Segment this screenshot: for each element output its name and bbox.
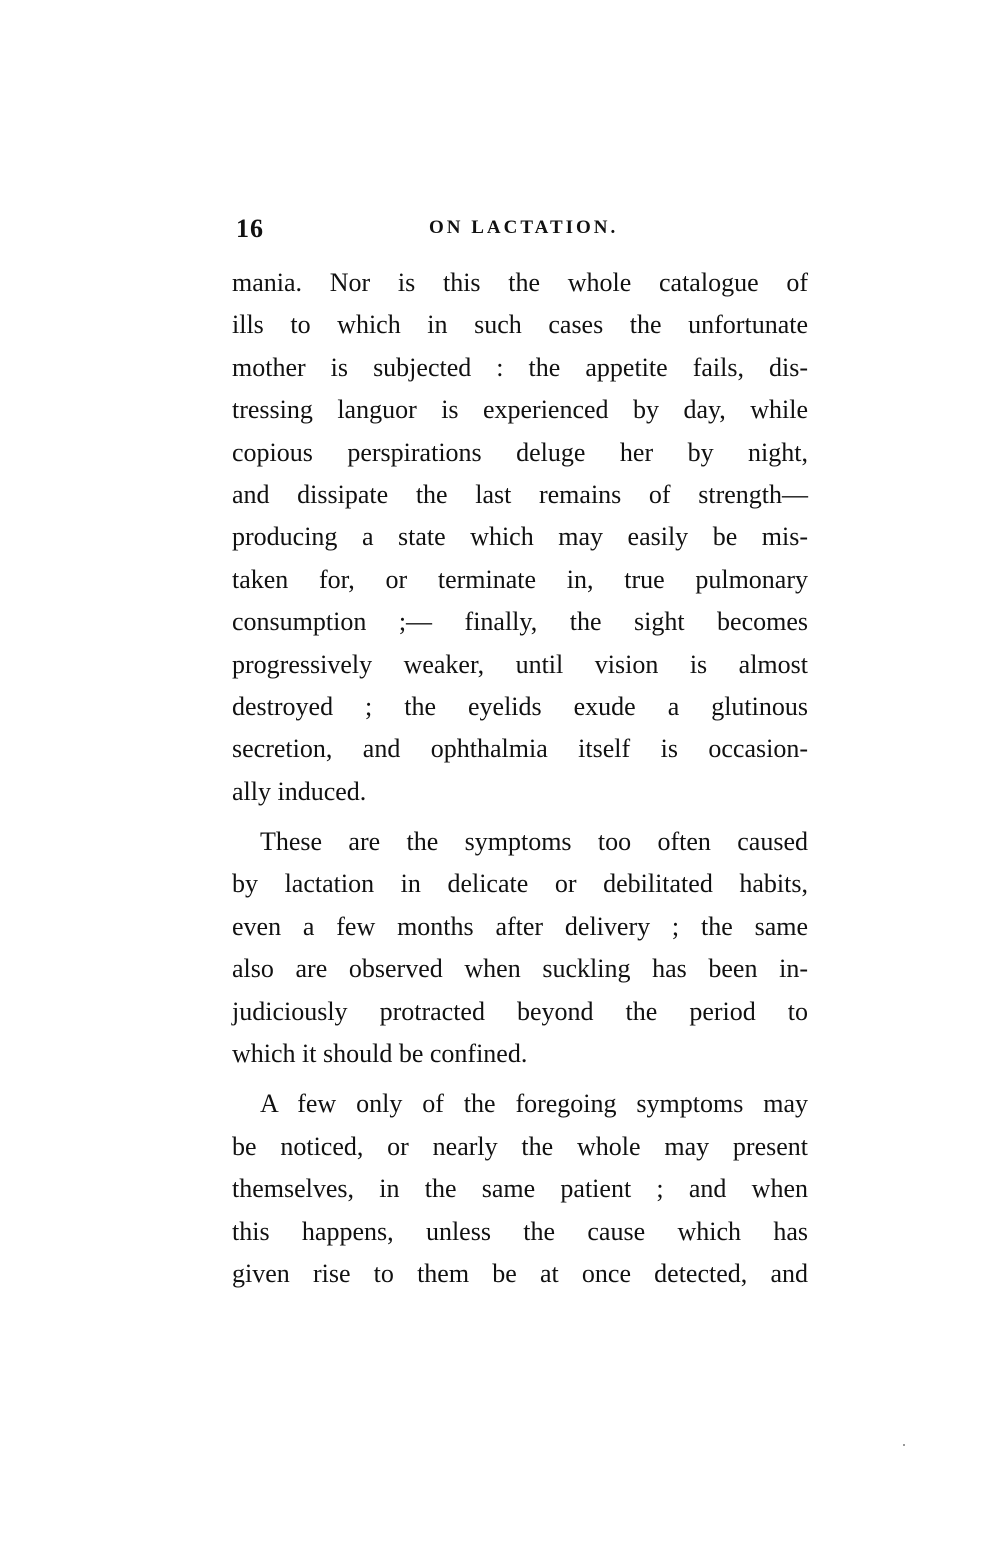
paragraph-3 xyxy=(232,1083,808,1295)
body-text xyxy=(232,262,808,1295)
text-line: consumption ;— finally, the sight becomes xyxy=(232,607,808,637)
text-line: progressively weaker, until vision is almost xyxy=(232,649,808,679)
paragraph-2 xyxy=(232,821,808,1075)
text-line: tressing languor is experienced by day, while xyxy=(232,395,808,425)
text-line: even a few months after delivery ; the same xyxy=(232,911,808,941)
text-line: and dissipate the last remains of strength— xyxy=(232,479,808,509)
text-line: mania. Nor is this the whole catalogue of xyxy=(232,268,808,297)
text-line: this happens, unless the cause which has xyxy=(232,1216,808,1246)
text-line: mother is subjected : the appetite fails, dis- xyxy=(232,352,808,382)
text-line: destroyed ; the eyelids exude a glutinous xyxy=(232,691,808,721)
paragraph-gap xyxy=(232,813,808,821)
text-line: These are the symptoms too often caused xyxy=(260,827,808,857)
text-line: ally induced. xyxy=(232,776,367,806)
text-line: secretion, and ophthalmia itself is occasion- xyxy=(232,734,808,764)
running-head xyxy=(236,214,808,248)
text-line: ills to which in such cases the unfortunate xyxy=(232,310,808,340)
paragraph-gap xyxy=(232,1075,808,1083)
text-line: be noticed, or nearly the whole may present xyxy=(232,1131,808,1161)
text-line: A few only of the foregoing symptoms may xyxy=(260,1089,808,1119)
text-line: also are observed when suckling has been in- xyxy=(232,954,808,984)
text-line: copious perspirations deluge her by night, xyxy=(232,437,808,467)
text-line: themselves, in the same patient ; and when xyxy=(232,1174,808,1204)
text-line: which it should be confined. xyxy=(232,1039,528,1069)
running-title: ON LACTATION. xyxy=(429,217,619,238)
text-line: judiciously protracted beyond the period to xyxy=(232,996,808,1026)
page-number: 16 xyxy=(236,214,264,243)
scan-speck xyxy=(903,1444,905,1446)
text-line: given rise to them be at once detected, and xyxy=(232,1258,808,1288)
text-line: taken for, or terminate in, true pulmonary xyxy=(232,564,808,594)
paragraph-1 xyxy=(232,262,808,813)
text-line: producing a state which may easily be mis- xyxy=(232,522,808,552)
text-line: by lactation in delicate or debilitated habits, xyxy=(232,869,808,899)
